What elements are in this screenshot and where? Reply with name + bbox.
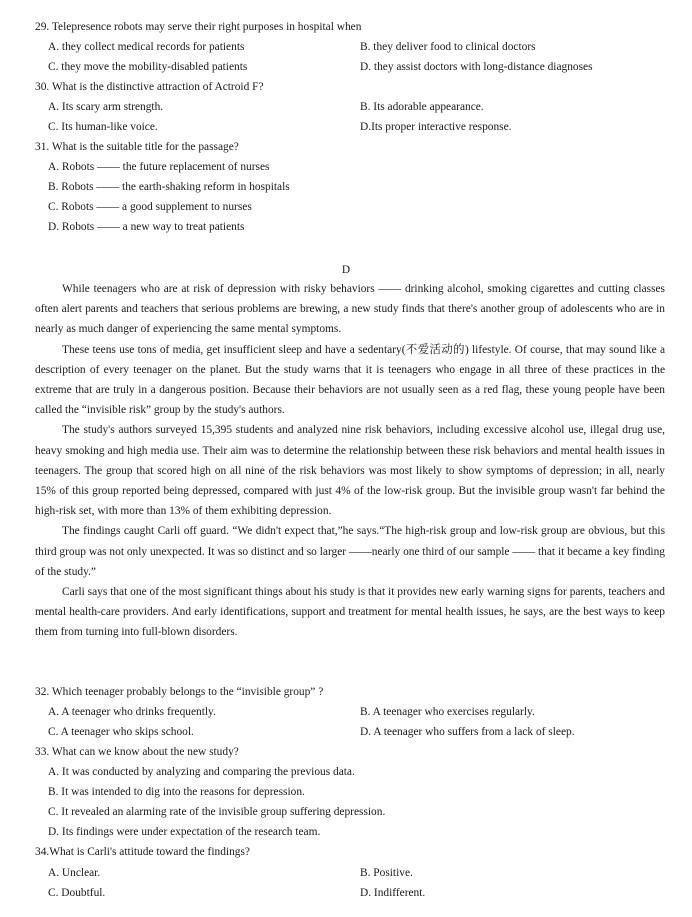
question-34-option-a: A. Unclear. bbox=[48, 867, 101, 879]
question-33-option-c: C. It revealed an alarming rate of the invisible group suffering depression. bbox=[48, 806, 386, 818]
question-32-stem: 32. Which teenager probably belongs to the “invisible group” ? bbox=[35, 686, 324, 698]
passage-paragraph-5: Carli says that one of the most significant things about his study is that it provides new early warning signs for parents, teachers and mental health-care providers. And early identifications, support and treatment for mental health issues, he says, are the best ways to keep them from turning into full-blown disorders. bbox=[35, 586, 665, 639]
passage-paragraph-1: While teenagers who are at risk of depression with risky behaviors —— drinking alcohol, smoking cigarettes and cutting classes often alert parents and teachers that serious problems are brewing, a new study finds that there's another group of adolescents who are in nearly as much danger of experiencing the same mental symptoms. bbox=[35, 283, 665, 336]
question-30-option-c: C. Its human-like voice. bbox=[48, 121, 158, 133]
question-30-option-a: A. Its scary arm strength. bbox=[48, 101, 164, 113]
passage-paragraph-3: The study's authors surveyed 15,395 students and analyzed nine risk behaviors, including excessive alcohol use, illegal drug use, heavy smoking and high media use. Their aim was to determine the relationship between these risk behaviors and mental health issues in teenagers. The group that scored high on all nine of the risk behaviors was most likely to show symptoms of depression; in all, nearly 15% of this group reported being depressed, compared with just 4% of the low-risk group. But the invisible group wasn't far behind the high-risk set, with more than 13% of them exhibiting depression. bbox=[35, 424, 665, 518]
question-33-option-a: A. It was conducted by analyzing and comparing the previous data. bbox=[48, 766, 355, 778]
question-30-stem: 30. What is the distinctive attraction of Actroid F? bbox=[35, 81, 264, 93]
question-30-option-b: B. Its adorable appearance. bbox=[360, 101, 484, 113]
question-29-stem: 29. Telepresence robots may serve their right purposes in hospital when bbox=[35, 21, 362, 33]
question-32-option-c: C. A teenager who skips school. bbox=[48, 726, 194, 738]
question-33-stem: 33. What can we know about the new study? bbox=[35, 746, 239, 758]
question-29-option-d: D. they assist doctors with long-distance diagnoses bbox=[360, 61, 593, 73]
question-31-option-d: D. Robots —— a new way to treat patients bbox=[48, 221, 245, 233]
passage-paragraph-4: The findings caught Carli off guard. “We didn't expect that,”he says.“The high-risk group and low-risk group are obvious, but this third group was not only unexpected. It was so distinct and so larger ——nearly one third of our sample —— that it became a key finding of the study.” bbox=[35, 525, 665, 578]
question-29-option-a: A. they collect medical records for patients bbox=[48, 41, 245, 53]
passage-letter: D bbox=[341, 264, 351, 276]
question-33-option-b: B. It was intended to dig into the reasons for depression. bbox=[48, 786, 305, 798]
question-31-option-b: B. Robots —— the earth-shaking reform in hospitals bbox=[48, 181, 290, 193]
question-31-option-a: A. Robots —— the future replacement of nurses bbox=[48, 161, 270, 173]
question-32-option-a: A. A teenager who drinks frequently. bbox=[48, 706, 216, 718]
question-34-option-c: C. Doubtful. bbox=[48, 887, 106, 899]
passage-body bbox=[35, 279, 665, 643]
question-31-option-c: C. Robots —— a good supplement to nurses bbox=[48, 201, 252, 213]
question-34-stem: 34.What is Carli's attitude toward the findings? bbox=[35, 846, 250, 858]
question-33-option-d: D. Its findings were under expectation of the research team. bbox=[48, 826, 321, 838]
question-34-option-d: D. Indifferent. bbox=[360, 887, 426, 899]
question-32-option-b: B. A teenager who exercises regularly. bbox=[360, 706, 535, 718]
question-29-option-b: B. they deliver food to clinical doctors bbox=[360, 41, 536, 53]
question-32-option-d: D. A teenager who suffers from a lack of sleep. bbox=[360, 726, 575, 738]
question-29-option-c: C. they move the mobility-disabled patients bbox=[48, 61, 248, 73]
question-30-option-d: D.Its proper interactive response. bbox=[360, 121, 512, 133]
question-31-stem: 31. What is the suitable title for the passage? bbox=[35, 141, 239, 153]
question-34-option-b: B. Positive. bbox=[360, 867, 413, 879]
passage-paragraph-2: These teens use tons of media, get insufficient sleep and have a sedentary(不爱活动的) lifestyle. Of course, that may sound like a description of every teenager on the planet. But the study warns that it is teenagers who engage in all three of these practices in the extreme that are truly in a dangerous position. Because their behaviors are not usually seen as a red flag, these young people have been called the “invisible risk” group by the study's authors. bbox=[35, 343, 665, 417]
